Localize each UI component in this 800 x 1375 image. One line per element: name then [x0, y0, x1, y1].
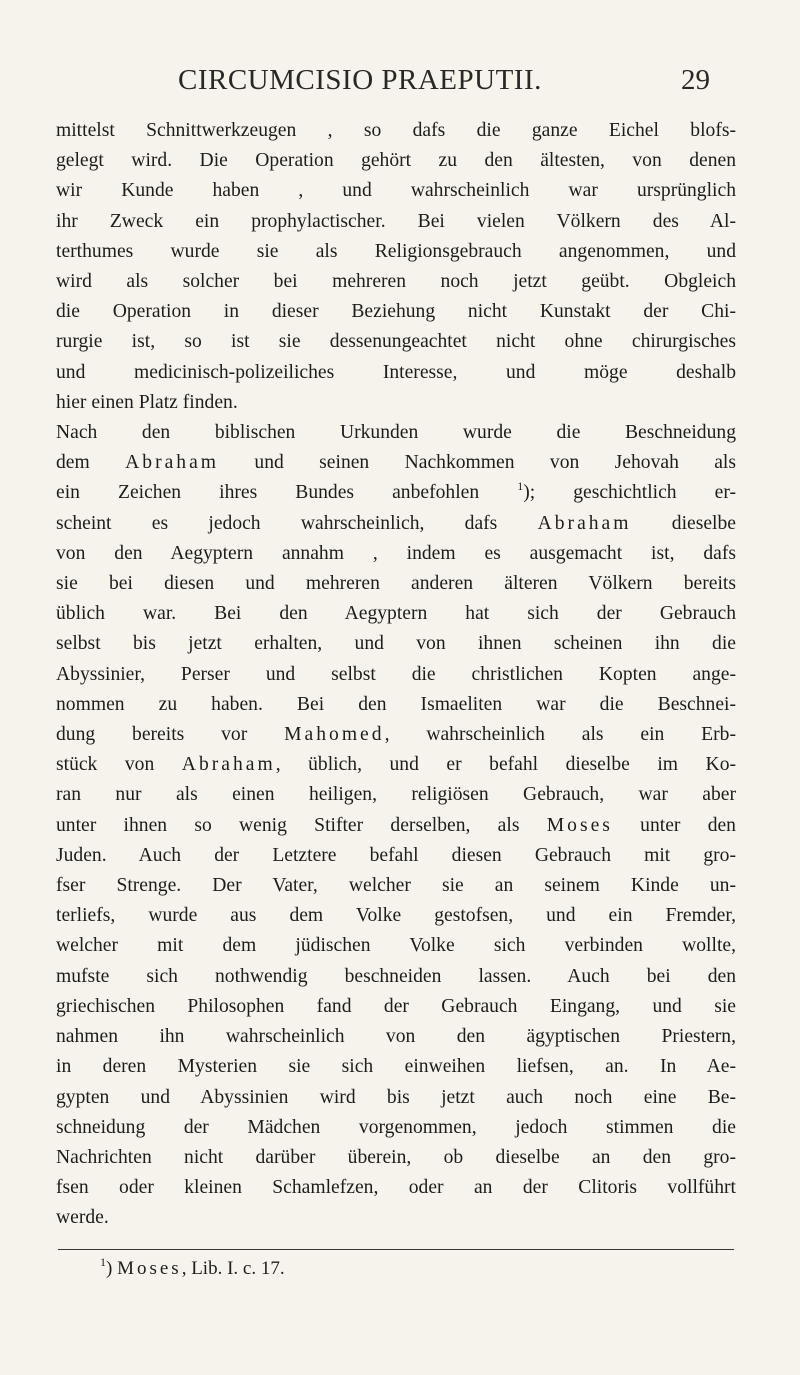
footnote-ref: 1	[517, 479, 524, 494]
text-line: unter ihnen so wenig Stifter derselben, als Moses unter den	[56, 814, 736, 836]
text-line: in deren Mysterien sie sich einweihen liefsen, an. In Ae-	[56, 1056, 736, 1078]
text-line: ran nur als einen heiligen, religiösen Gebrauch, war aber	[56, 784, 736, 806]
text-line: Abyssinier, Perser und selbst die christlichen Kopten ange-	[56, 663, 736, 685]
footnote-text: , Lib. I. c. 17.	[181, 1258, 285, 1279]
text-line: nommen zu haben. Bei den Ismaeliten war die Beschnei-	[56, 693, 736, 715]
text-line: schneidung der Mädchen vorgenommen, jedoch stimmen die	[56, 1116, 736, 1138]
text-line: selbst bis jetzt erhalten, und von ihnen scheinen ihn die	[56, 633, 736, 655]
text-line: fsen oder kleinen Schamlefzen, oder an der Clitoris vollführt	[56, 1177, 736, 1199]
text-line: welcher mit dem jüdischen Volke sich verbinden wollte,	[56, 935, 736, 957]
text-line: wird als solcher bei mehreren noch jetzt geübt. Obgleich	[56, 271, 736, 293]
paragraph-2	[56, 418, 736, 1233]
text-line: scheint es jedoch wahrscheinlich, dafs Abraham dieselbe	[56, 512, 736, 534]
text-line: die Operation in dieser Beziehung nicht Kunstakt der Chi-	[56, 301, 736, 323]
text-line: sie bei diesen und mehreren anderen älteren Völkern bereits	[56, 573, 736, 595]
footnote-rule	[58, 1249, 734, 1250]
running-title: CIRCUMCISIO PRAEPUTII.	[178, 64, 542, 96]
text-line: nahmen ihn wahrscheinlich von den ägyptischen Priestern,	[56, 1026, 736, 1048]
text-line: gelegt wird. Die Operation gehört zu den ältesten, von denen	[56, 150, 736, 172]
body-text	[56, 116, 736, 1234]
text-line: rurgie ist, so ist sie dessenungeachtet nicht ohne chirurgisches	[56, 331, 736, 353]
text-line: und medicinisch-polizeiliches Interesse, und möge deshalb	[56, 361, 736, 383]
text-line: hier einen Platz finden.	[56, 391, 238, 413]
text-line: von den Aegyptern annahm , indem es ausgemacht ist, dafs	[56, 542, 736, 564]
text-line: dem Abraham und seinen Nachkommen von Jehovah als	[56, 452, 737, 474]
text-line: griechischen Philosophen fand der Gebrauch Eingang, und sie	[56, 995, 736, 1017]
text-line: terthumes wurde sie als Religionsgebrauch angenommen, und	[56, 240, 736, 262]
spaced-name: Abraham	[181, 754, 276, 776]
spaced-name: Mahomed	[284, 724, 385, 746]
text-line: Juden. Auch der Letztere befahl diesen Gebrauch mit gro-	[56, 844, 736, 866]
text-line: gypten und Abyssinien wird bis jetzt auch noch eine Be-	[56, 1086, 736, 1108]
text-line: mufste sich nothwendig beschneiden lassen. Auch bei den	[56, 965, 736, 987]
text-line: werde.	[56, 1207, 109, 1229]
spaced-name: Moses	[546, 814, 613, 836]
spaced-name: Abraham	[537, 512, 632, 534]
text-line: stück von Abraham, üblich, und er befahl dieselbe im Ko-	[56, 754, 737, 776]
page-header	[150, 64, 710, 104]
text-line: üblich war. Bei den Aegyptern hat sich der Gebrauch	[56, 603, 736, 625]
paragraph-1	[56, 116, 736, 418]
text-line: ihr Zweck ein prophylactischer. Bei vielen Völkern des Al-	[56, 210, 736, 232]
footnote-author: Moses	[117, 1258, 182, 1279]
text-line: Nach den biblischen Urkunden wurde die Beschneidung	[56, 422, 736, 444]
footnote	[100, 1255, 285, 1280]
text-line: wir Kunde haben , und wahrscheinlich war ursprünglich	[56, 180, 736, 202]
text-line: terliefs, wurde aus dem Volke gestofsen, und ein Fremder,	[56, 905, 736, 927]
text-line: ein Zeichen ihres Bundes anbefohlen $^1$); geschichtlich er-	[56, 479, 737, 504]
page-number: 29	[681, 64, 710, 96]
text-line: Nachrichten nicht darüber überein, ob dieselbe an den gro-	[56, 1146, 736, 1168]
spaced-name: Abraham	[125, 452, 220, 474]
text-line: mittelst Schnittwerkzeugen , so dafs die ganze Eichel blofs-	[56, 120, 736, 141]
footnote-marker: $^1$)	[100, 1255, 113, 1279]
text-line: dung bereits vor Mahomed, wahrscheinlich als ein Erb-	[56, 724, 736, 746]
text-line: fser Strenge. Der Vater, welcher sie an seinem Kinde un-	[56, 875, 736, 897]
